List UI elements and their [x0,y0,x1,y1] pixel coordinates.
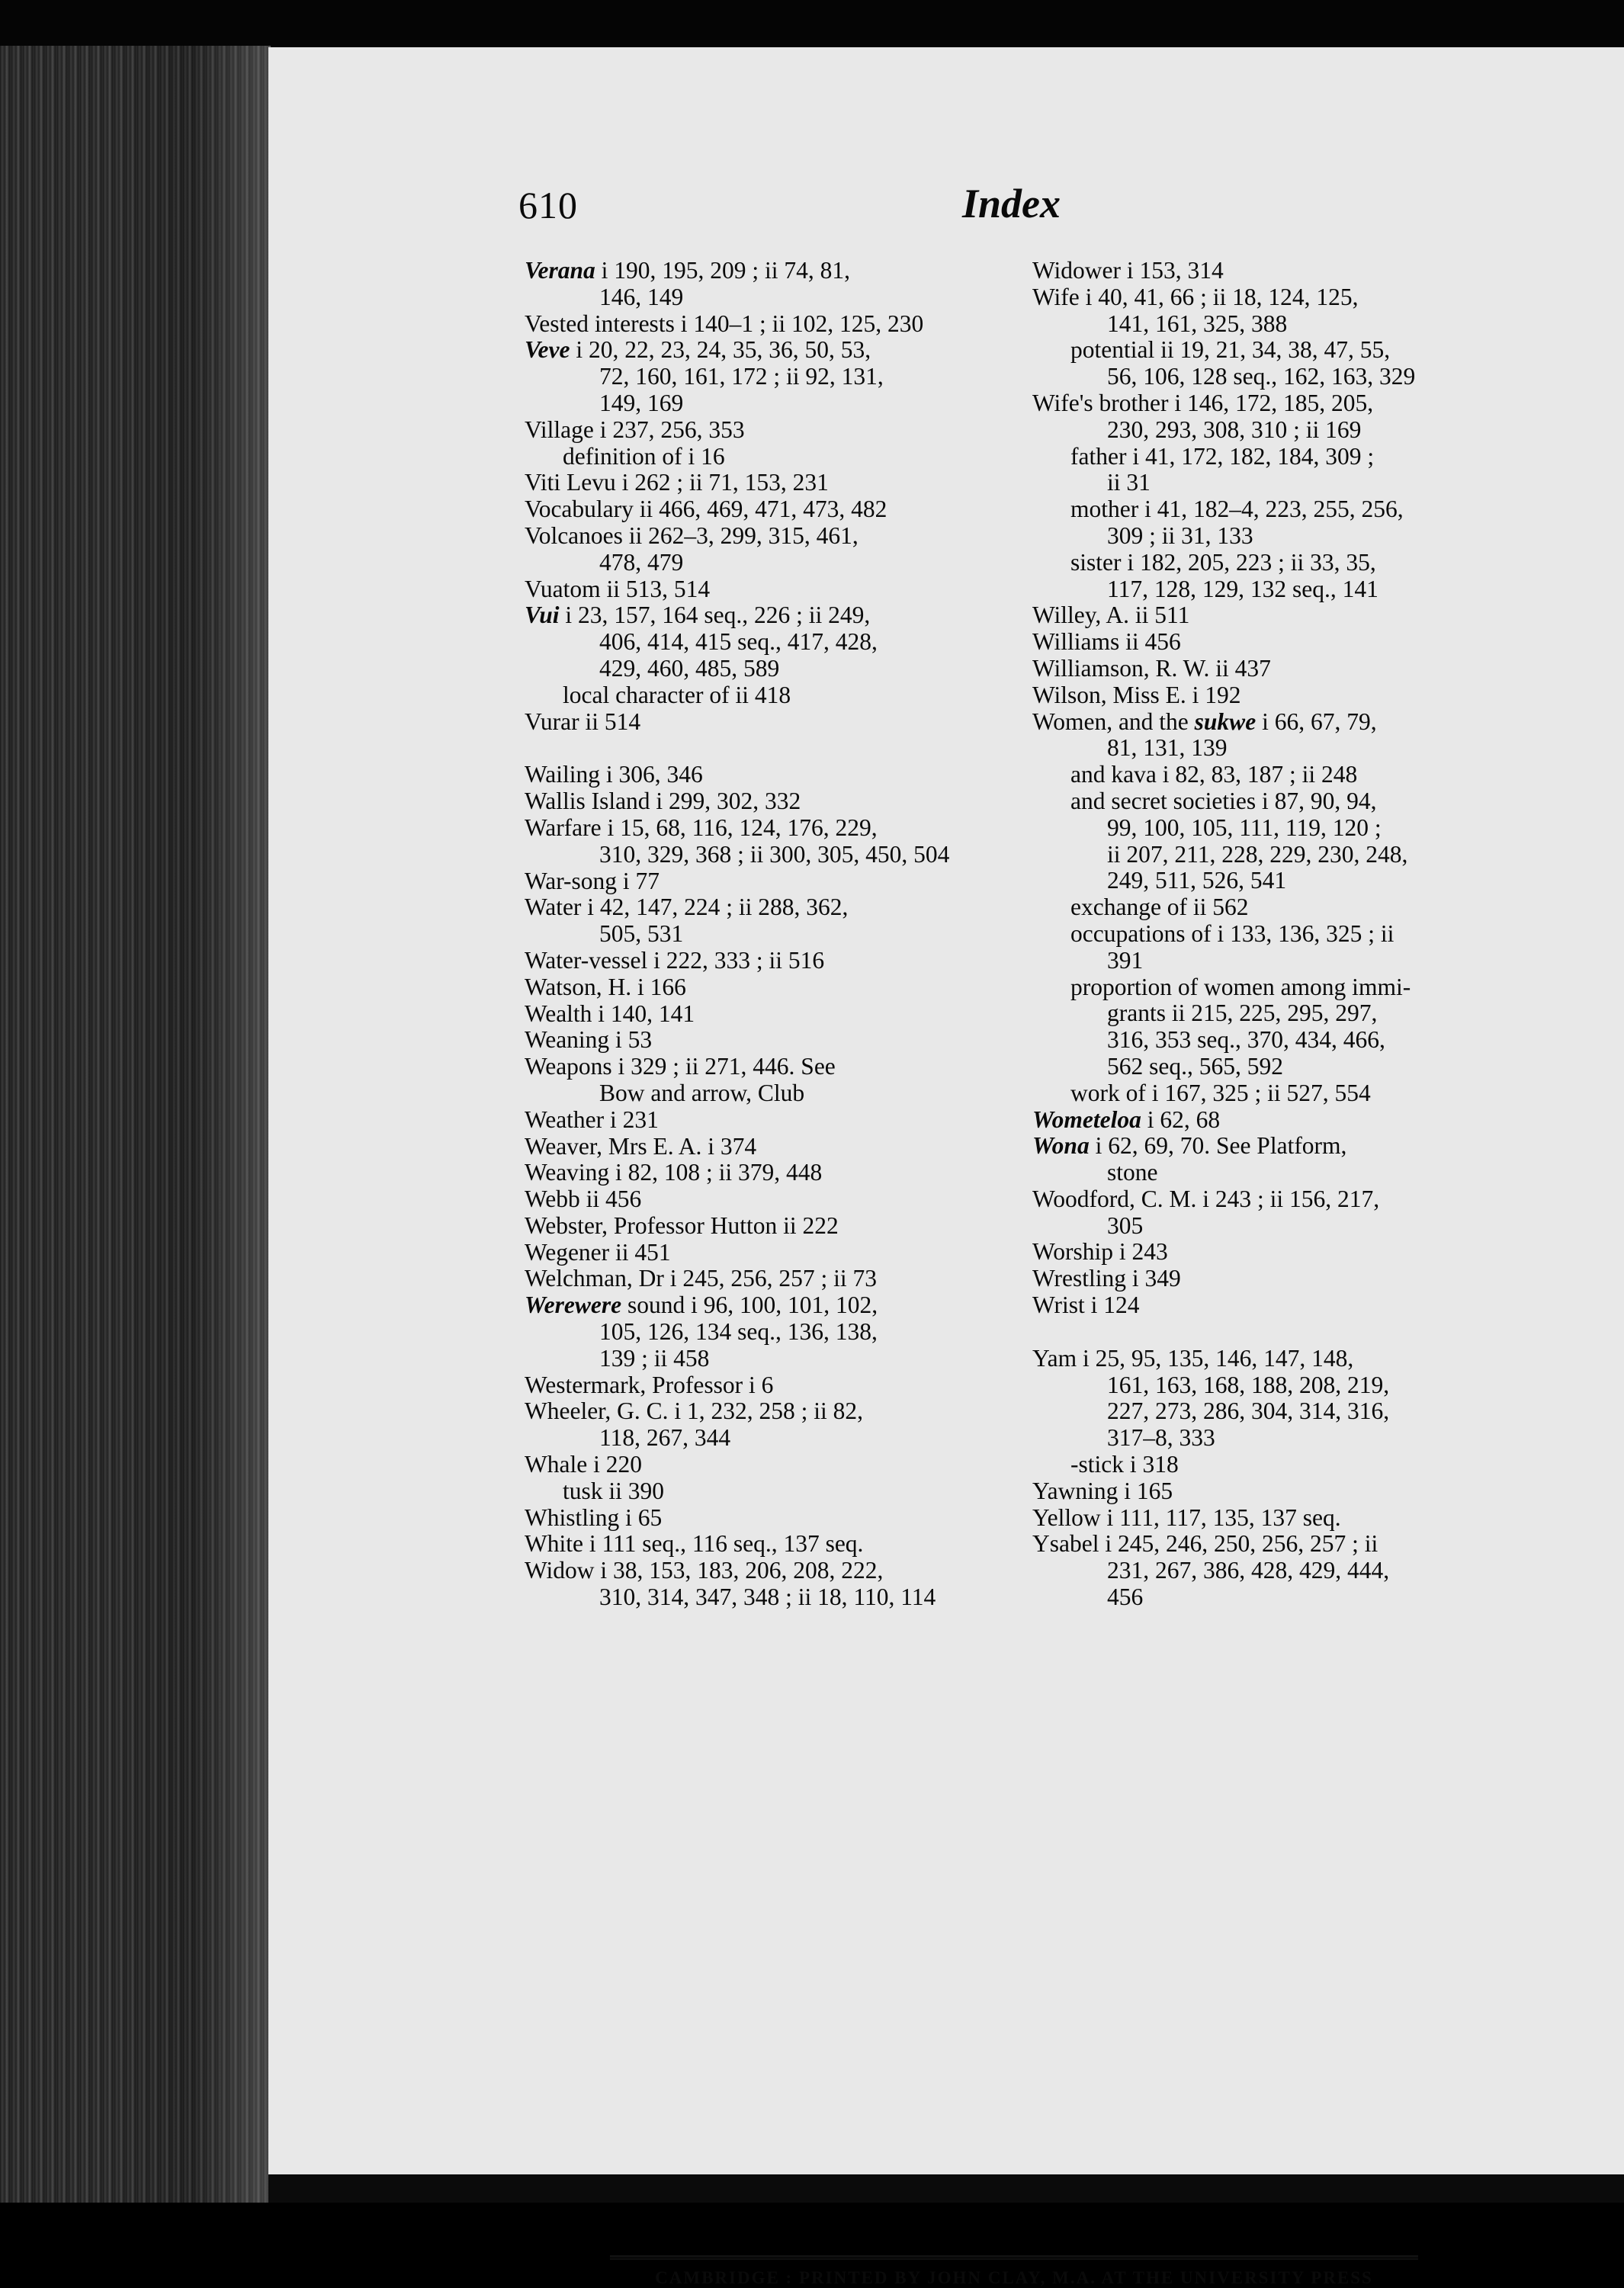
entry-text: Vocabulary ii 466, 469, 471, 473, 482 [525,496,887,523]
entry-text: Wrist i 124 [1032,1292,1140,1319]
index-entry-continuation [1032,1027,1513,1054]
index-entry [525,1240,1005,1266]
entry-text: 562 seq., 565, 592 [1107,1052,1283,1080]
entry-text: Viti Levu i 262 ; ii 71, 153, 231 [525,469,829,496]
entry-text: work of i 167, 325 ; ii 527, 554 [1070,1079,1371,1106]
entry-text: 456 [1107,1584,1144,1611]
entry-text: Warfare i 15, 68, 116, 124, 176, 229, [525,813,878,841]
index-entry [525,1160,1005,1186]
index-entry [525,417,1005,444]
entry-text: Yawning i 165 [1032,1477,1173,1504]
index-subentry [1032,496,1513,523]
index-entry [525,1186,1005,1213]
entry-text: Vested interests i 140–1 ; ii 102, 125, 230 [525,310,924,337]
index-entry-continuation [1032,1000,1513,1027]
entry-text: exchange of ii 562 [1070,894,1249,921]
entry-text: 230, 293, 308, 310 ; ii 169 [1107,416,1362,443]
entry-text: 81, 131, 139 [1107,734,1228,762]
index-entry [525,1558,1005,1584]
index-entry-continuation [525,629,1005,656]
index-entry [525,1266,1005,1292]
index-subentry [525,444,1005,470]
entry-text: i 23, 157, 164 seq., 226 ; ii 249, [559,602,871,629]
index-entry [525,1531,1005,1558]
entry-text: Wilson, Miss E. i 192 [1032,681,1241,708]
entry-text: 105, 126, 134 seq., 136, 138, [599,1318,878,1346]
entry-text: 305 [1107,1211,1144,1239]
entry-text: 149, 169 [599,389,684,416]
entry-text: i 62, 68 [1141,1105,1221,1133]
index-entry [1032,390,1513,417]
entry-text: 231, 267, 386, 428, 429, 444, [1107,1557,1390,1584]
entry-text: Willey, A. ii 511 [1032,602,1190,629]
entry-text: stone [1107,1159,1158,1186]
index-subentry [1032,550,1513,576]
index-entry [1032,1186,1513,1213]
page-number: 610 [518,184,578,226]
index-entry-continuation [525,1425,1005,1452]
section-gap [525,735,1005,762]
index-entry-continuation [1032,364,1513,390]
index-entry-continuation [525,284,1005,311]
index-subentry [1032,974,1513,1001]
index-entry-continuation [525,550,1005,576]
index-column-right [1032,258,1513,1611]
entry-headword: Verana [525,257,595,284]
printer-imprint: CAMBRIDGE : PRINTED BY JOHN CLAY, M.A. AT THE UNIVERSITY PRESS [655,2268,1373,2287]
entry-text: Village i 237, 256, 353 [525,416,745,443]
entry-text: i 20, 22, 23, 24, 35, 36, 50, 53, [570,336,871,364]
entry-text: Vurar ii 514 [525,708,641,735]
entry-text: grants ii 215, 225, 295, 297, [1107,1000,1378,1027]
entry-text: Worship i 243 [1032,1238,1168,1266]
index-subentry [1032,894,1513,921]
index-entry-continuation [525,656,1005,682]
entry-text: 316, 353 seq., 370, 434, 466, [1107,1026,1385,1054]
index-entry-continuation [1032,1054,1513,1080]
index-entry [525,1398,1005,1425]
entry-text: Weapons i 329 ; ii 271, 446. See [525,1053,836,1080]
entry-text: Woodford, C. M. i 243 ; ii 156, 217, [1032,1185,1380,1212]
entry-text: potential ii 19, 21, 34, 38, 47, 55, [1070,336,1391,364]
index-entry-continuation [525,1584,1005,1611]
entry-text: sister i 182, 205, 223 ; ii 33, 35, [1070,548,1376,576]
entry-text: Bow and arrow, Club [599,1079,805,1106]
index-entry-continuation [1032,470,1513,496]
entry-text: 139 ; ii 458 [599,1344,710,1372]
index-subentry [1032,788,1513,815]
index-entry [525,1452,1005,1478]
entry-text: Weaning i 53 [525,1026,653,1054]
entry-headword: Wometeloa [1032,1105,1141,1133]
entry-text: 505, 531 [599,920,684,948]
entry-text: Weaver, Mrs E. A. i 374 [525,1132,757,1160]
entry-text: -stick i 318 [1070,1451,1179,1478]
index-entry [525,576,1005,603]
index-entry [525,1001,1005,1028]
entry-text: Westermark, Professor i 6 [525,1371,774,1398]
entry-text: Yam i 25, 95, 135, 146, 147, 148, [1032,1344,1354,1372]
entry-text: 429, 460, 485, 589 [599,654,780,682]
index-entry [525,602,1005,629]
entry-text: 406, 414, 415 seq., 417, 428, [599,628,878,656]
entry-text: Wife i 40, 41, 66 ; ii 18, 124, 125, [1032,283,1359,310]
entry-text: Wealth i 140, 141 [525,1000,695,1027]
index-entry [1032,284,1513,311]
index-entry-continuation [1032,815,1513,842]
entry-headword: Wona [1032,1132,1090,1160]
index-subentry [1032,762,1513,788]
entry-text: 227, 273, 286, 304, 314, 316, [1107,1398,1390,1425]
index-entry [1032,656,1513,682]
running-head-title: Index [962,181,1061,226]
index-entry [525,496,1005,523]
entry-text: Wife's brother i 146, 172, 185, 205, [1032,389,1374,416]
index-entry [1032,258,1513,284]
section-gap [1032,1319,1513,1346]
entry-italic-term: sukwe [1194,708,1257,735]
entry-text: father i 41, 172, 182, 184, 309 ; [1070,442,1375,470]
entry-text: 310, 314, 347, 348 ; ii 18, 110, 114 [599,1584,936,1611]
index-entry [1032,1266,1513,1292]
index-entry-continuation [1032,1213,1513,1240]
entry-text: 72, 160, 161, 172 ; ii 92, 131, [599,363,884,390]
index-entry [525,868,1005,895]
index-entry [1032,1239,1513,1266]
index-subentry [525,682,1005,709]
index-entry-continuation [1032,311,1513,338]
index-entry-continuation [1032,1425,1513,1452]
entry-text: 161, 163, 168, 188, 208, 219, [1107,1371,1390,1398]
index-entry-continuation [1032,576,1513,603]
index-entry [525,815,1005,842]
entry-text: 118, 267, 344 [599,1424,731,1452]
index-entry-continuation [1032,1160,1513,1186]
footer-rule-lower [610,2258,1418,2260]
entry-text: Vuatom ii 513, 514 [525,575,711,602]
index-entry [525,1213,1005,1240]
index-subentry [1032,337,1513,364]
entry-text: 141, 161, 325, 388 [1107,310,1288,337]
entry-text: White i 111 seq., 116 seq., 137 seq. [525,1530,864,1558]
index-entry [1032,709,1513,736]
footer-rule [610,2255,1418,2258]
entry-text: 317–8, 333 [1107,1424,1215,1452]
index-entry-continuation [1032,417,1513,444]
index-subentry [525,1478,1005,1505]
index-entry-continuation [1032,842,1513,868]
entry-text: Webb ii 456 [525,1186,642,1213]
entry-text: ii 207, 211, 228, 229, 230, 248, [1107,840,1408,868]
entry-text: Wheeler, G. C. i 1, 232, 258 ; ii 82, [525,1398,864,1425]
entry-text: Widow i 38, 153, 183, 206, 208, 222, [525,1557,884,1584]
index-subentry [1032,444,1513,470]
entry-text: definition of i 16 [563,442,725,470]
index-entry-continuation [1032,1372,1513,1399]
index-entry [1032,1107,1513,1134]
entry-text: Water i 42, 147, 224 ; ii 288, 362, [525,894,849,921]
index-entry [525,948,1005,974]
entry-text: Volcanoes ii 262–3, 299, 315, 461, [525,521,859,549]
entry-text: tusk ii 390 [563,1477,665,1504]
index-entry [525,337,1005,364]
entry-text: Weather i 231 [525,1105,659,1133]
index-subentry [1032,1452,1513,1478]
entry-text: Whale i 220 [525,1451,642,1478]
index-entry [525,1027,1005,1054]
index-entry [525,709,1005,736]
entry-text: local character of ii 418 [563,681,791,708]
index-entry-continuation [1032,868,1513,894]
entry-headword: Vui [525,602,560,629]
entry-text: Wegener ii 451 [525,1238,671,1266]
entry-text: 249, 511, 526, 541 [1107,867,1287,894]
entry-text: occupations of i 133, 136, 325 ; ii [1070,919,1395,947]
index-entry-continuation [525,390,1005,417]
entry-text: ii 31 [1107,469,1151,496]
index-entry-continuation [1032,1584,1513,1611]
entry-text: Wallis Island i 299, 302, 332 [525,788,801,815]
index-entry-continuation [1032,1558,1513,1584]
spine-shadow [114,46,271,2203]
entry-text: 146, 149 [599,283,684,310]
index-entry [525,311,1005,338]
index-entry [525,470,1005,496]
entry-text: Ysabel i 245, 246, 250, 256, 257 ; ii [1032,1530,1378,1558]
index-entry [525,974,1005,1001]
entry-text: 309 ; ii 31, 133 [1107,521,1253,549]
entry-text: Webster, Professor Hutton ii 222 [525,1211,839,1239]
index-entry-continuation [525,921,1005,948]
index-subentry [1032,1080,1513,1107]
entry-text: Williamson, R. W. ii 437 [1032,654,1271,682]
index-entry [525,258,1005,284]
entry-text: Wailing i 306, 346 [525,761,703,788]
entry-text: Women, and the [1032,708,1195,735]
index-entry [1032,602,1513,629]
entry-text: sound i 96, 100, 101, 102, [621,1292,878,1319]
index-entry [525,1292,1005,1319]
index-entry-continuation [1032,948,1513,974]
entry-text: Watson, H. i 166 [525,973,686,1000]
index-entry [1032,1505,1513,1532]
index-entry [525,1054,1005,1080]
entry-text: Welchman, Dr i 245, 256, 257 ; ii 73 [525,1265,878,1292]
index-entry [1032,1346,1513,1372]
index-entry [1032,629,1513,656]
entry-text: Widower i 153, 314 [1032,257,1224,284]
index-entry [1032,1531,1513,1558]
index-column-left [525,258,1005,1611]
index-entry-continuation [1032,735,1513,762]
entry-text: i 62, 69, 70. See Platform, [1089,1132,1347,1160]
entry-text: mother i 41, 182–4, 223, 255, 256, [1070,496,1404,523]
entry-text: 56, 106, 128 seq., 162, 163, 329 [1107,363,1416,390]
index-entry [525,1505,1005,1532]
entry-text: i 190, 195, 209 ; ii 74, 81, [595,257,851,284]
index-entry [525,762,1005,788]
index-entry [525,1372,1005,1399]
entry-text: Wrestling i 349 [1032,1265,1181,1292]
index-entry-continuation [525,1319,1005,1346]
entry-text: 391 [1107,946,1144,974]
index-entry-continuation [525,842,1005,868]
index-subentry [1032,921,1513,948]
entry-text: proportion of women among immi- [1070,973,1411,1000]
entry-text: 99, 100, 105, 111, 119, 120 ; [1107,813,1382,841]
index-entry-continuation [525,1080,1005,1107]
entry-text: Yellow i 111, 117, 135, 137 seq. [1032,1503,1341,1531]
index-entry-continuation [1032,1398,1513,1425]
index-entry [1032,1133,1513,1160]
entry-text: War-song i 77 [525,867,660,894]
entry-text: and secret societies i 87, 90, 94, [1070,787,1377,814]
entry-headword: Veve [525,336,570,364]
index-entry [525,523,1005,550]
index-entry [525,788,1005,815]
entry-text: Whistling i 65 [525,1503,663,1531]
entry-text: 478, 479 [599,548,684,576]
index-entry [1032,682,1513,709]
entry-text: 117, 128, 129, 132 seq., 141 [1107,575,1378,602]
entry-headword: Werewere [525,1292,622,1319]
entry-text: 310, 329, 368 ; ii 300, 305, 450, 504 [599,840,950,868]
entry-text: and kava i 82, 83, 187 ; ii 248 [1070,761,1358,788]
entry-text: i 66, 67, 79, [1256,708,1377,735]
index-entry [525,1107,1005,1134]
index-entry [1032,1292,1513,1319]
scan-bottom-border [268,2174,1624,2203]
index-entry [525,894,1005,921]
entry-text: Williams ii 456 [1032,628,1181,656]
index-entry-continuation [525,1346,1005,1372]
index-entry-continuation [1032,523,1513,550]
entry-text: Weaving i 82, 108 ; ii 379, 448 [525,1159,823,1186]
index-entry-continuation [525,364,1005,390]
index-entry [525,1134,1005,1160]
entry-text: Water-vessel i 222, 333 ; ii 516 [525,946,825,974]
index-entry [1032,1478,1513,1505]
